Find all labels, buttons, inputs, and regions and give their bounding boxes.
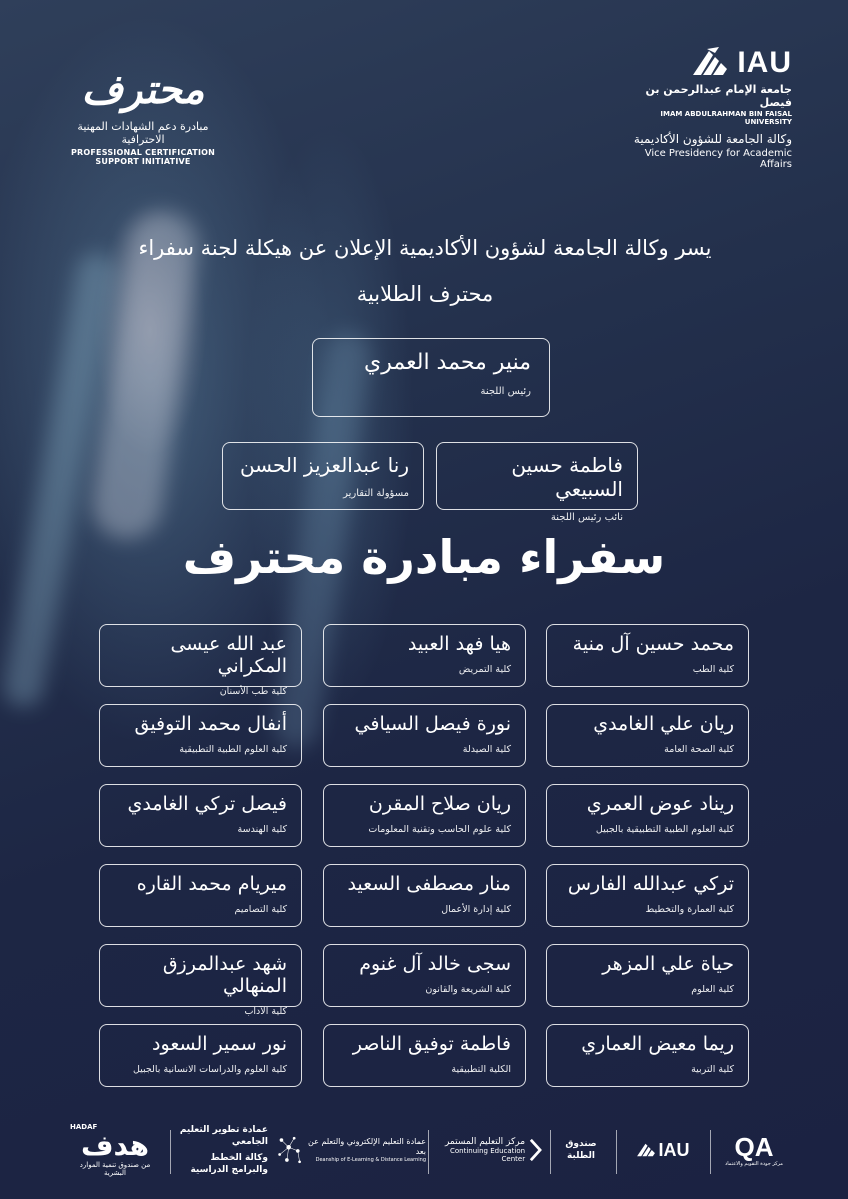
- ambassador-name: منار مصطفى السعيد: [347, 873, 511, 895]
- ambassador-card: [99, 624, 302, 697]
- announcement-text: [80, 225, 770, 317]
- mohtaref-wordmark: محترف: [81, 67, 205, 113]
- hadaf-ar: هدف: [80, 1129, 150, 1162]
- vice-name: فاطمة حسين السبيعي: [511, 453, 623, 501]
- ambassador-name: سجى خالد آل غنوم: [359, 953, 511, 975]
- ambassador-college: كلية الهندسة: [237, 824, 287, 835]
- ambassador-name: ميريام محمد القاره: [136, 873, 287, 895]
- chair-name: منير محمد العمري: [364, 350, 531, 375]
- ambassador-college: كلية العمارة والتخطيط: [645, 904, 734, 915]
- ce-ar: مركز التعليم المستمر: [444, 1137, 526, 1147]
- reports-name: رنا عبدالعزيز الحسن: [239, 453, 409, 477]
- elearning-en: Deanship of E-Learning & Distance Learning: [315, 1157, 426, 1163]
- ce-en: Continuing Education Center: [450, 1147, 526, 1163]
- announcement-line-2: محترف الطلابية: [356, 282, 494, 306]
- ambassador-name: أنفال محمد التوفيق: [134, 713, 287, 735]
- ambassador-card: [323, 624, 526, 687]
- ambassador-name: تركي عبدالله الفارس: [567, 873, 734, 895]
- ambassador-college: كلية العلوم والدراسات الانسانية بالجبيل: [132, 1064, 287, 1075]
- ambassador-name: هيا فهد العبيد: [407, 633, 511, 655]
- ambassador-college: كلية الصحة العامة: [664, 744, 734, 755]
- ambassador-name: ريناد عوض العمري: [586, 793, 734, 815]
- ambassador-card: [99, 944, 302, 1017]
- mohtaref-subtitle-ar: مبادرة دعم الشهادات المهنية الاحترافية: [77, 120, 209, 146]
- continuing-education-logo: [432, 1120, 542, 1180]
- ambassador-name: ريما معيض العماري: [581, 1033, 734, 1055]
- ambassador-name: ريان صلاح المقرن: [368, 793, 511, 815]
- chevron-mark-icon: [529, 1137, 542, 1163]
- ambassador-college: كلية التمريض: [458, 664, 511, 675]
- ambassador-college: كلية التصاميم: [234, 904, 287, 915]
- ambassadors-title: سفراء مبادرة محترف: [182, 530, 666, 584]
- vice-presidency-en: Vice Presidency for Academic Affairs: [644, 148, 792, 170]
- network-icon: [276, 1133, 303, 1167]
- ambassador-college: الكلية التطبيقية: [451, 1064, 511, 1075]
- hadaf-sub: من صندوق تنمية الموارد البشرية: [79, 1161, 151, 1177]
- iau-wordmark: IAU: [737, 46, 792, 79]
- qa-sub: مركز جودة التقويم والاعتماد: [725, 1161, 783, 1167]
- ambassador-name: حياة علي المزهر: [602, 953, 734, 975]
- ambassador-card: [546, 704, 749, 767]
- ambassador-name: نور سمير السعود: [152, 1033, 287, 1055]
- ambassador-card: [99, 784, 302, 847]
- chair-role: رئيس اللجنة: [480, 386, 531, 397]
- footer-divider: [170, 1130, 171, 1174]
- hadaf-en: HADAF: [70, 1123, 98, 1131]
- vice-presidency-ar: وكالة الجامعة للشؤون الأكاديمية: [633, 132, 792, 146]
- committee-reports-card: [222, 442, 424, 510]
- footer-divider: [710, 1130, 711, 1174]
- iau-logo: [612, 45, 792, 170]
- university-name-ar: جامعة الإمام عبدالرحمن بن فيصل: [645, 83, 792, 109]
- iau-footer-logo: [622, 1120, 702, 1180]
- ambassador-name: محمد حسين آل منية: [572, 633, 734, 655]
- footer-divider: [550, 1130, 551, 1174]
- ambassador-card: [99, 864, 302, 927]
- ambassador-name: ريان علي الغامدي: [593, 713, 734, 735]
- ambassador-college: كلية العلوم: [691, 984, 734, 995]
- mohtaref-logo: [58, 68, 228, 166]
- ambassador-card: [99, 704, 302, 767]
- dev-title: عمادة تطوير التعليم الجامعي: [179, 1125, 268, 1147]
- elearning-logo: [276, 1120, 426, 1180]
- ambassador-college: كلية الشريعة والقانون: [425, 984, 511, 995]
- ambassador-college: كلية علوم الحاسب وتقنية المعلومات: [368, 824, 511, 835]
- ambassador-college: كلية التربية: [691, 1064, 734, 1075]
- ambassador-card: [323, 944, 526, 1007]
- university-development-logo: [178, 1120, 268, 1180]
- vice-role: نائب رئيس اللجنة: [550, 512, 623, 523]
- ambassador-college: كلية الصيدلة: [462, 744, 511, 755]
- reports-role: مسؤولة التقارير: [343, 488, 409, 499]
- ambassador-card: [546, 944, 749, 1007]
- footer-divider: [616, 1130, 617, 1174]
- ambassador-college: كلية إدارة الأعمال: [441, 904, 511, 915]
- iau-emblem-icon: [689, 45, 731, 81]
- university-name-en: IMAM ABDULRAHMAN BIN FAISAL UNIVERSITY: [660, 110, 792, 126]
- ambassador-name: نورة فيصل السيافي: [354, 713, 511, 735]
- hadaf-logo: [70, 1120, 160, 1180]
- ambassador-card: [546, 1024, 749, 1087]
- iau-footer-text: IAU: [658, 1139, 690, 1160]
- footer-divider: [428, 1130, 429, 1174]
- ambassador-name: شهد عبدالمرزق المنهالي: [162, 953, 287, 997]
- ambassador-card: [546, 784, 749, 847]
- plans-title: وكالة الخطط والبرامج الدراسية: [190, 1153, 268, 1175]
- fund-text: صندوق الطلبة: [565, 1139, 597, 1161]
- ambassador-card: [99, 1024, 302, 1087]
- ambassador-name: فاطمة توفيق الناصر: [352, 1033, 511, 1055]
- ambassador-card: [323, 784, 526, 847]
- ambassador-name: عبد الله عيسى المكراني: [170, 633, 287, 677]
- committee-chair-card: [312, 338, 550, 417]
- ambassador-college: كلية الطب: [692, 664, 734, 675]
- footer-logos: [70, 1120, 790, 1180]
- ambassador-card: [546, 624, 749, 687]
- ambassador-college: كلية العلوم الطبية التطبيقية بالجبيل: [595, 824, 734, 835]
- qa-logo: [718, 1120, 790, 1180]
- mohtaref-subtitle-en: PROFESSIONAL CERTIFICATION SUPPORT INITIATIVE: [70, 148, 216, 166]
- ambassador-college: كلية العلوم الطبية التطبيقية: [179, 744, 287, 755]
- committee-vice-card: [436, 442, 638, 523]
- ambassador-name: فيصل تركي الغامدي: [127, 793, 287, 815]
- ambassador-card: [323, 1024, 526, 1087]
- ambassador-college: كلية طب الأسنان: [219, 686, 287, 697]
- qa-mark: QA: [734, 1132, 774, 1162]
- ambassador-card: [323, 704, 526, 767]
- iau-emblem-small-icon: [635, 1140, 657, 1160]
- student-fund-logo: [556, 1120, 606, 1180]
- ambassador-card: [323, 864, 526, 927]
- announcement-line-1: يسر وكالة الجامعة لشؤون الأكاديمية الإعلان عن هيكلة لجنة سفراء: [138, 236, 712, 260]
- ambassador-card: [546, 864, 749, 927]
- elearning-ar: عمادة التعليم الإلكتروني والتعلم عن بعد: [308, 1137, 426, 1156]
- ambassador-college: كلية الآداب: [244, 1006, 287, 1017]
